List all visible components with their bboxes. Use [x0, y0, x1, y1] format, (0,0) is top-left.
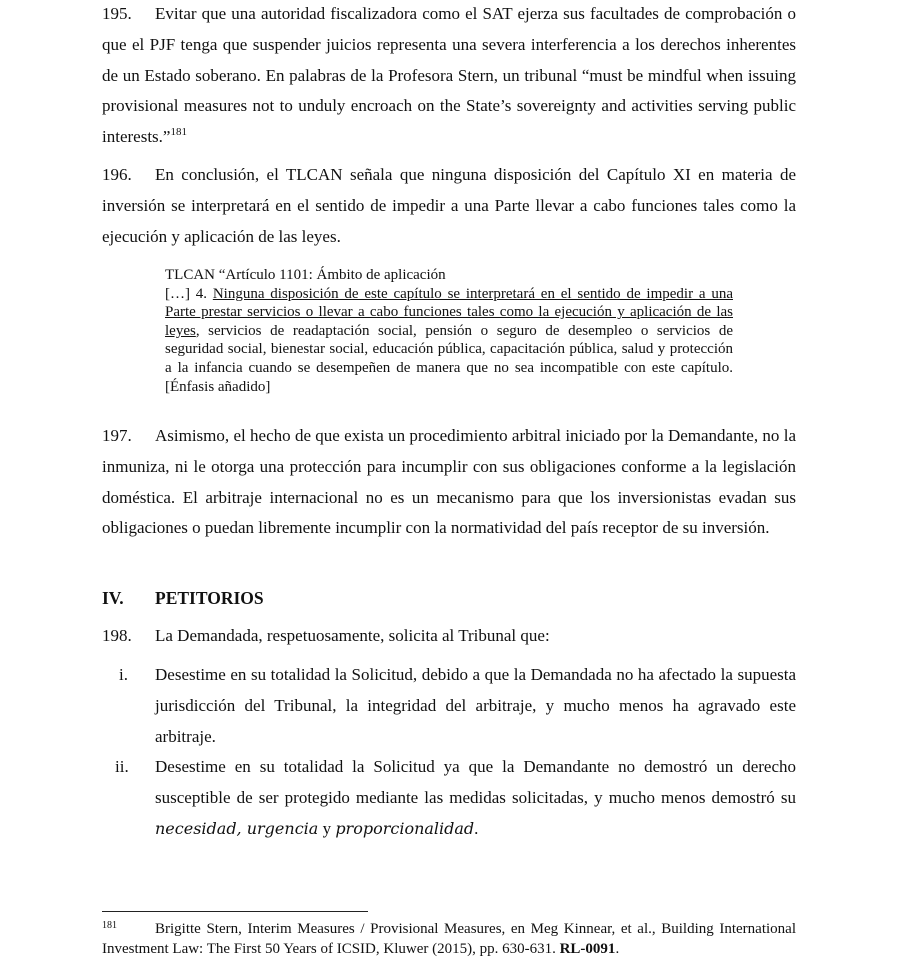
paragraph-number: 196.: [102, 165, 132, 184]
paragraph-195: [102, 0, 796, 153]
footnote-separator: [102, 911, 368, 912]
paragraph-text: La Demandada, respetuosamente, solicita al Tribunal que:: [155, 626, 550, 645]
paragraph-number: 198.: [102, 626, 132, 645]
quote-rest: , servicios de readaptación social, pensión o seguro de desempleo o servicios de seguridad social, bienestar social, educación pública, capacitación pública, salud y protección a la infancia cuando se desempeñen de manera que no sea incompatible con este capítulo. [Énfasis añadido]: [165, 322, 733, 395]
list-item-text: [155, 752, 796, 844]
list-item-text-start: Desestime en su totalidad la Solicitud ya que la Demandante no demostró un derecho susceptible de ser protegido mediante las medidas solicitadas, y mucho menos demostró su: [155, 757, 796, 807]
section-heading: [102, 583, 264, 613]
paragraph-text: Evitar que una autoridad fiscalizadora como el SAT ejerza sus facultades de comprobación o que el PJF tenga que suspender juicios representa una severa interferencia a los derechos inherentes de un Estado soberano. En palabras de la Profesora Stern, un tribunal “must be mindful when issuing provisional measures not to unduly encroach on the State’s sovereignty and activities serving public interests.: [102, 4, 796, 147]
paragraph-197: [102, 421, 796, 544]
footnote-exhibit-ref[interactable]: RL-0091: [559, 940, 616, 957]
quote-prefix: […] 4.: [165, 285, 213, 302]
list-item-text-mid: y: [318, 818, 336, 838]
list-item-text-end: .: [474, 818, 479, 838]
paragraph-text: En conclusión, el TLCAN señala que ninguna disposición del Capítulo XI en materia de inversión se interpretará en el sentido de impedir a una Parte llevar a cabo funciones tales como la ejecución y aplicación de las leyes.: [102, 165, 796, 246]
list-item-text: Desestime en su totalidad la Solicitud, debido a que la Demandada no ha afectado la supuesta jurisdicción del Tribunal, la integridad del arbitraje, y mucho menos ha agravado este arbitraje.: [155, 665, 796, 746]
emphasis-necesidad-urgencia: necesidad, urgencia: [155, 818, 319, 838]
footnote-end: .: [615, 940, 620, 957]
list-item-number: ii.: [115, 757, 129, 776]
footnote-181: $^{181}$ Brigitte Stern, Interim Measures / Provisional Measures, en Meg Kinnear, et al., Building International Investment Law: The First 50 Years of ICSID, Kluwer (2015), pp. 630-631. RL-0091.: [102, 920, 796, 957]
section-number: IV.: [102, 588, 124, 608]
paragraph-number: 195.: [102, 4, 132, 23]
section-title: PETITORIOS: [155, 588, 264, 608]
paragraph-text: Asimismo, el hecho de que exista un procedimiento arbitral iniciado por la Demandante, no la inmuniza, ni le otorga una protección para incumplir con sus obligaciones conforme a la legislación doméstica. El arbitraje internacional no es un mecanismo para que los inversionistas evadan sus obligaciones o puedan libremente incumplir con la normatividad del país receptor de su inversión.: [102, 426, 796, 538]
paragraph-198: [102, 621, 796, 652]
list-item-number: i.: [119, 665, 128, 684]
emphasis-proporcionalidad: proporcionalidad: [335, 818, 475, 838]
quote-heading: TLCAN “Artículo 1101: Ámbito de aplicación: [165, 267, 446, 283]
quote-emphasis: Ninguna disposición de este capítulo se interpretará en el sentido de impedir a una Parte prestar servicios o llevar a cabo funciones tales como la ejecución y aplicación de las leyes: [165, 285, 733, 339]
block-quote: [165, 266, 733, 396]
footnote-text: Brigitte Stern, Interim Measures / Provisional Measures, en Meg Kinnear, et al., Building International Investment Law: The First 50 Years of ICSID, Kluwer (2015), pp. 630-631.: [102, 921, 796, 957]
paragraph-number: 197.: [102, 426, 132, 445]
paragraph-196: [102, 160, 796, 252]
closing-quote: ”: [162, 127, 171, 147]
footnote-reference[interactable]: 181: [170, 126, 187, 139]
